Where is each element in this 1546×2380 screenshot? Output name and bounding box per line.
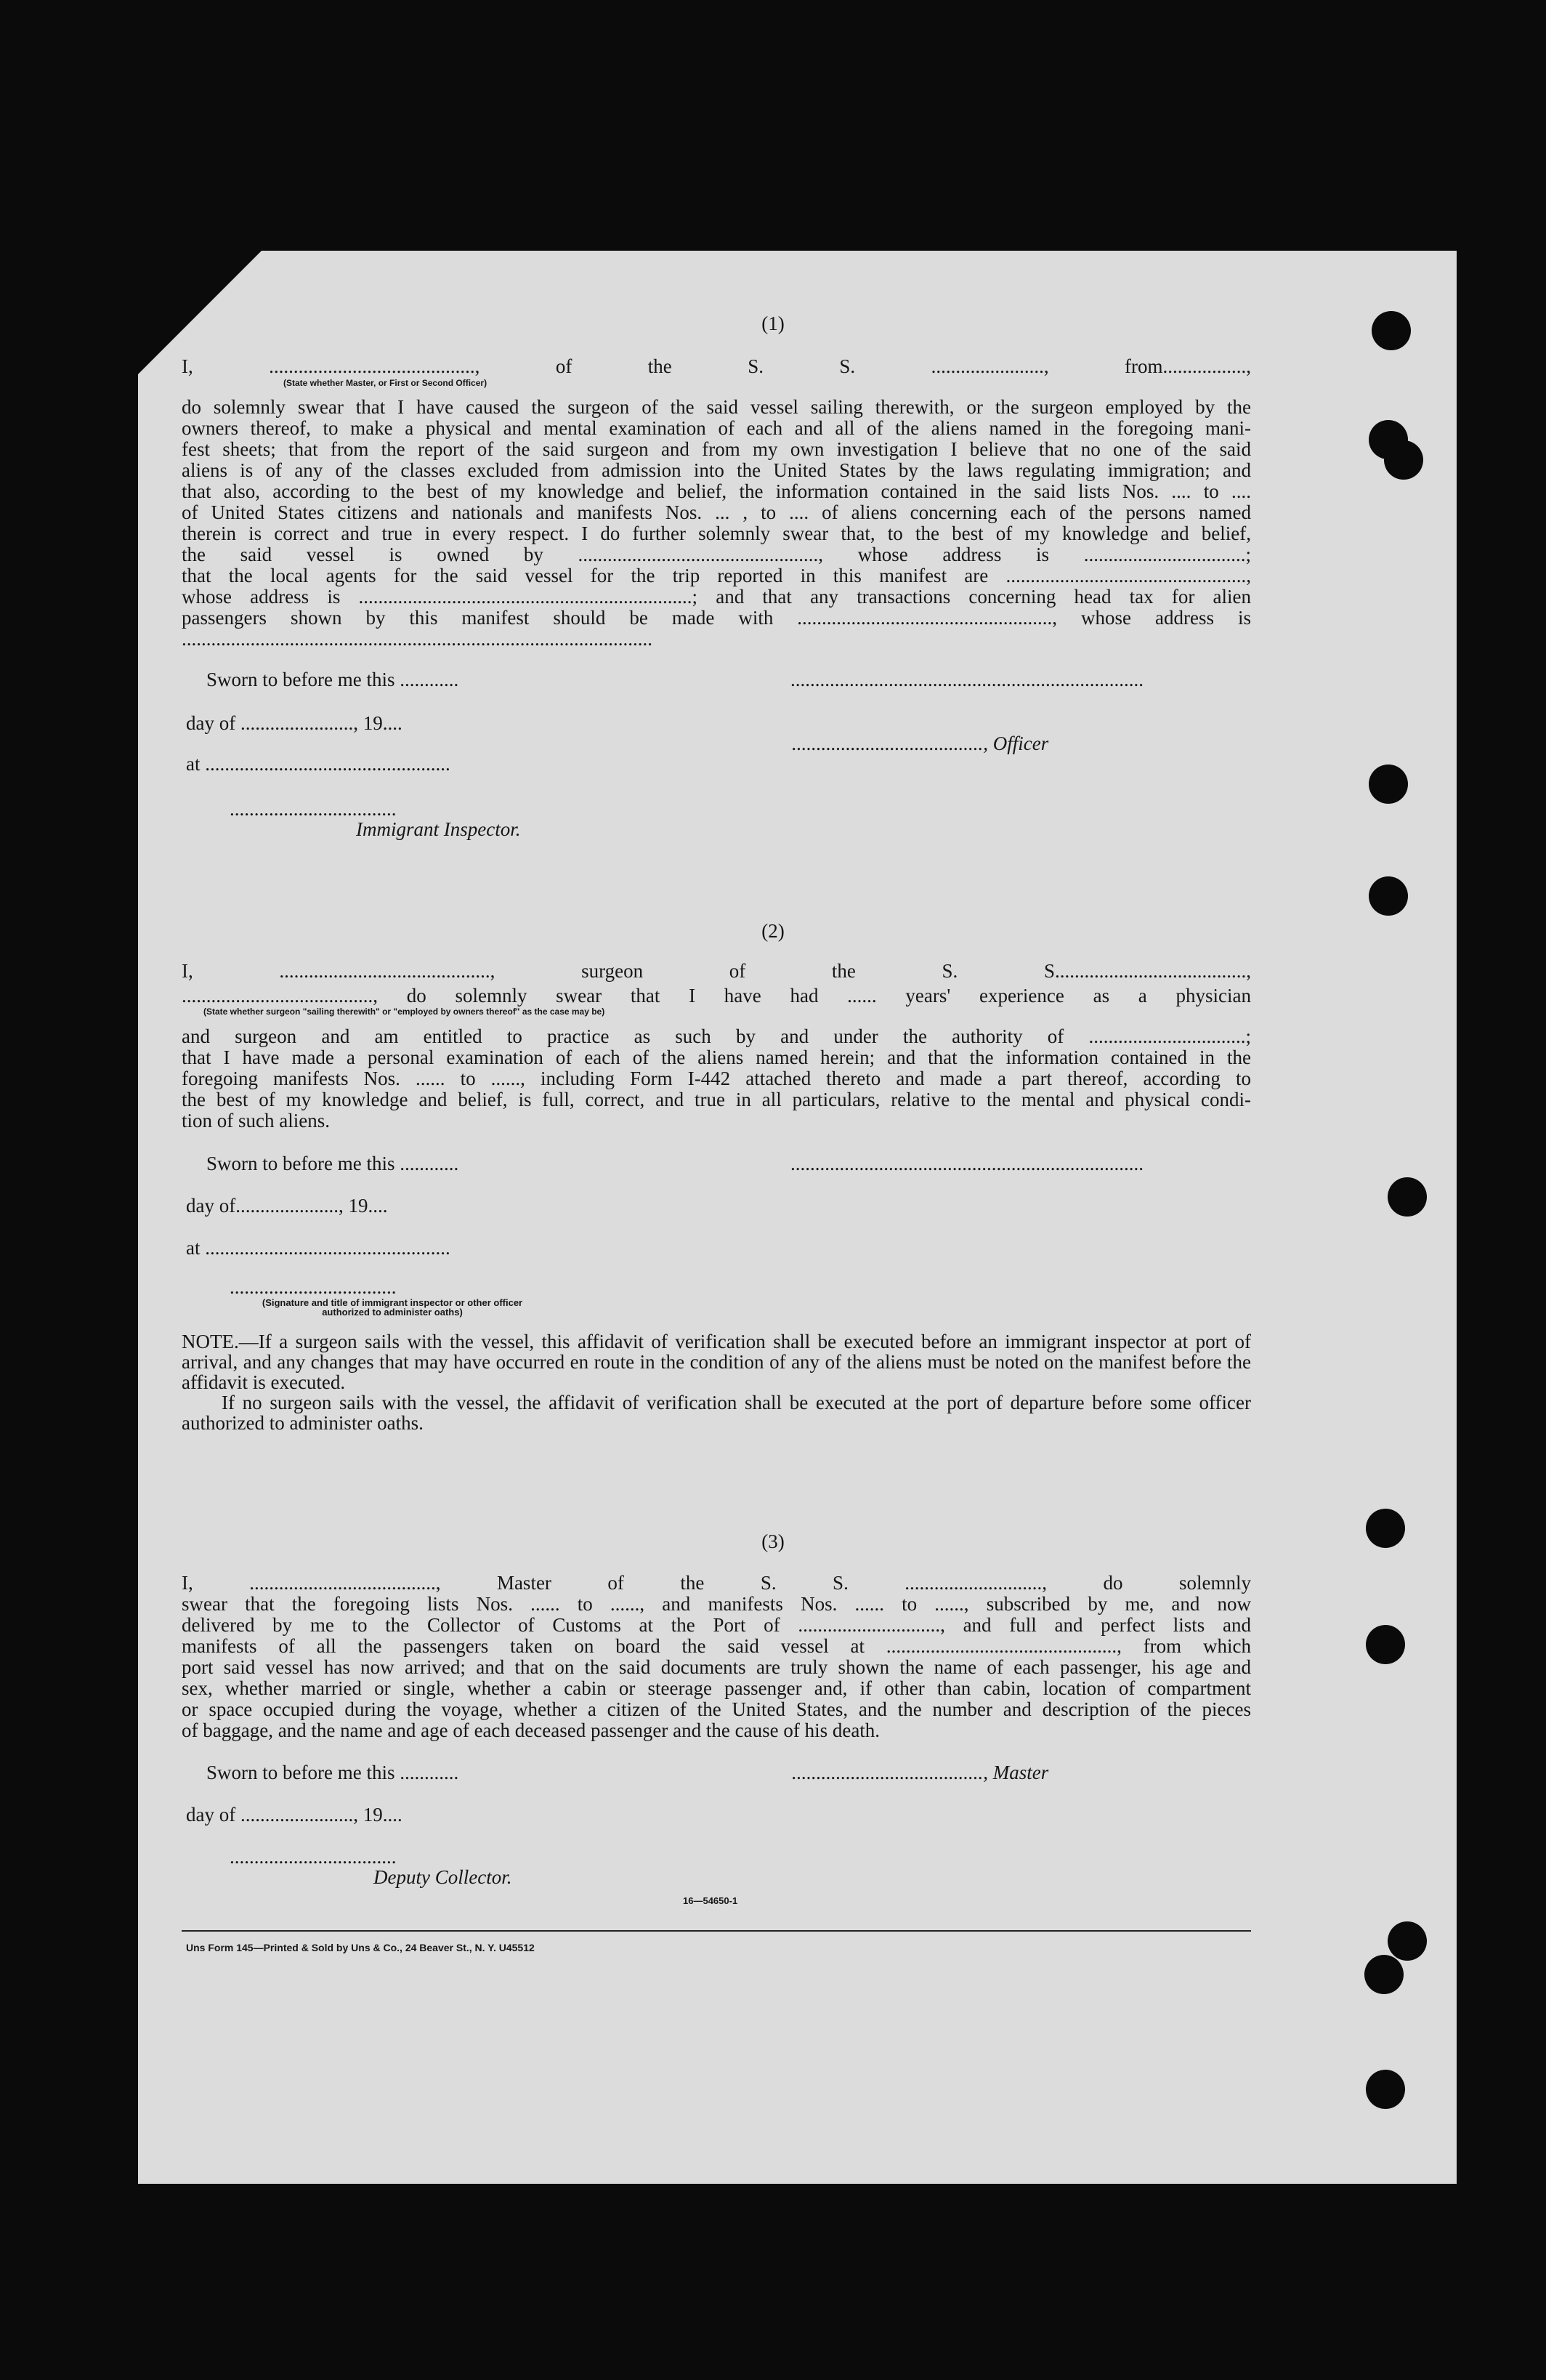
punch-hole	[1388, 1177, 1427, 1217]
s1-line-11: whose address is ....................................................................; and that any transactions concerning head tax for alien	[182, 586, 1251, 608]
s1-line-2: do solemnly swear that I have caused the surgeon of the said vessel sailing therewith, or the surgeon employed by the	[182, 396, 1251, 418]
s3-line-7: or space occupied during the voyage, whether a citizen of the United States, and the number and description of the pieces	[182, 1698, 1251, 1720]
s1-line-7: of United States citizens and nationals and manifests Nos. ... , to .... of aliens concerning each of the persons named	[182, 501, 1251, 523]
s2-note-paragraph-1: NOTE.—If a surgeon sails with the vessel, this affidavit of verification shall be executed before an immigrant inspector at port of arrival, and any changes that may have occurred en route in the condition of any of the aliens must be noted on the manifest before the affidavit is executed.	[182, 1331, 1251, 1393]
s1-day: day of ......................., 19....	[186, 712, 402, 734]
s1-officer-dots-top: ........................................................................	[790, 669, 1144, 690]
s1-line-4: fest sheets; that from the report of the said surgeon and from my own investigation I believe that no one of the said	[182, 438, 1251, 460]
s2-line-3: and surgeon and am entitled to practice as such by and under the authority of ................................;	[182, 1025, 1251, 1047]
s2-line-5: foregoing manifests Nos. ...... to ......, including Form I-442 attached thereto and made a part thereof, according to	[182, 1068, 1251, 1089]
s3-line-5: port said vessel has now arrived; and that on the said documents are truly shown the name of each passenger, his age and	[182, 1656, 1251, 1678]
s1-line-3: owners thereof, to make a physical and mental examination of each and all of the aliens named in the foregoing mani-	[182, 417, 1251, 439]
s3-line-2: swear that the foregoing lists Nos. ...... to ......, and manifests Nos. ...... to ......, subscribed by me, and now	[182, 1593, 1251, 1615]
s3-day: day of ......................., 19....	[186, 1804, 402, 1826]
s2-under-line-caption: (State whether surgeon "sailing therewith" or "employed by owners thereof" as the case may be)	[203, 1007, 605, 1017]
s1-line-5: aliens is of any of the classes excluded from admission into the United States by the laws regulating immigration; and	[182, 459, 1251, 481]
s1-line-12: passengers shown by this manifest should be made with ...................................................., whose address is	[182, 607, 1251, 629]
punch-hole	[1369, 876, 1408, 916]
footer-rule	[182, 1930, 1251, 1932]
s1-under-line-caption: (State whether Master, or First or Second Officer)	[283, 378, 487, 388]
s2-at: at ..................................................	[186, 1237, 450, 1259]
s3-collector-dots: ..................................	[230, 1846, 397, 1868]
s1-line-8: therein is correct and true in every respect. I do further solemnly swear that, to the best of my knowledge and belief,	[182, 523, 1251, 544]
s2-note-paragraph-2: If no surgeon sails with the vessel, the affidavit of verification shall be executed at the port of departure before some officer authorized to administer oaths.	[182, 1392, 1251, 1434]
form-code: 16—54650-1	[683, 1895, 738, 1906]
s1-line-13: ................................................................................................	[182, 628, 652, 650]
s2-line-2: ......................................., do solemnly swear that I have had ...... years' experience as a physician	[182, 985, 1251, 1007]
s1-officer-signature: ......................................., Officer	[792, 733, 1049, 754]
s2-line-4: that I have made a personal examination of each of the aliens named herein; and that the information contained in the	[182, 1046, 1251, 1068]
s3-line-1: I, ......................................, Master of the S. S. ............................, do solemnly	[182, 1572, 1251, 1594]
s3-line-4: manifests of all the passengers taken on board the said vessel at ..............................................., from which	[182, 1635, 1251, 1657]
s1-sworn: Sworn to before me this ............	[206, 669, 459, 690]
s2-line-1: I, ..........................................., surgeon of the S. S.......................................,	[182, 960, 1251, 982]
s2-note	[182, 1331, 1251, 1433]
punch-hole	[1366, 2070, 1405, 2109]
s3-line-3: delivered by me to the Collector of Customs at the Port of ............................., and full and perfect lists and	[182, 1614, 1251, 1636]
s2-day: day of....................., 19....	[186, 1195, 388, 1217]
punch-hole	[1369, 765, 1408, 804]
punch-hole	[1364, 1955, 1404, 1994]
s1-inspector-dots: ..................................	[230, 798, 397, 820]
s2-sworn: Sworn to before me this ............	[206, 1153, 459, 1174]
printer-footer: Uns Form 145—Printed & Sold by Uns & Co., 24 Beaver St., N. Y. U45512	[186, 1942, 535, 1953]
section-2-heading: (2)	[761, 920, 785, 942]
s3-collector-label: Deputy Collector.	[373, 1866, 512, 1888]
s3-line-8: of baggage, and the name and age of each deceased passenger and the cause of his death.	[182, 1719, 881, 1741]
s1-line-9: the said vessel is owned by ................................................., whose address is .................................;	[182, 544, 1251, 565]
s1-line-10: that the local agents for the said vessel for the trip reported in this manifest are .................................................,	[182, 565, 1251, 586]
s3-sworn: Sworn to before me this ............	[206, 1762, 459, 1783]
s1-line-6: that also, according to the best of my knowledge and belief, the information contained in the said lists Nos. .... to ....	[182, 480, 1251, 502]
s3-master-signature: ......................................., Master	[792, 1762, 1049, 1783]
s2-line-7: tion of such aliens.	[182, 1110, 330, 1131]
punch-hole	[1366, 1625, 1405, 1664]
s2-inspector-dots: ..................................	[230, 1276, 397, 1298]
s1-inspector-label: Immigrant Inspector.	[356, 818, 521, 840]
punch-hole	[1388, 1921, 1427, 1961]
s1-at: at ..................................................	[186, 753, 450, 775]
section-1-heading: (1)	[761, 312, 785, 334]
punch-hole	[1384, 440, 1423, 480]
s1-line-1: I, .........................................., of the S. S. ......................., from.................,	[182, 355, 1251, 377]
s2-signature-caption: (Signature and title of immigrant inspector or other officer authorized to administer oaths)	[262, 1297, 523, 1318]
section-3-heading: (3)	[761, 1530, 785, 1552]
s2-line-6: the best of my knowledge and belief, is full, correct, and true in all particulars, relative to the mental and physical condi-	[182, 1089, 1251, 1110]
s2-signature-dots: ........................................................................	[790, 1153, 1144, 1174]
s3-line-6: sex, whether married or single, whether a cabin or steerage passenger and, if other than cabin, location of compartment	[182, 1677, 1251, 1699]
